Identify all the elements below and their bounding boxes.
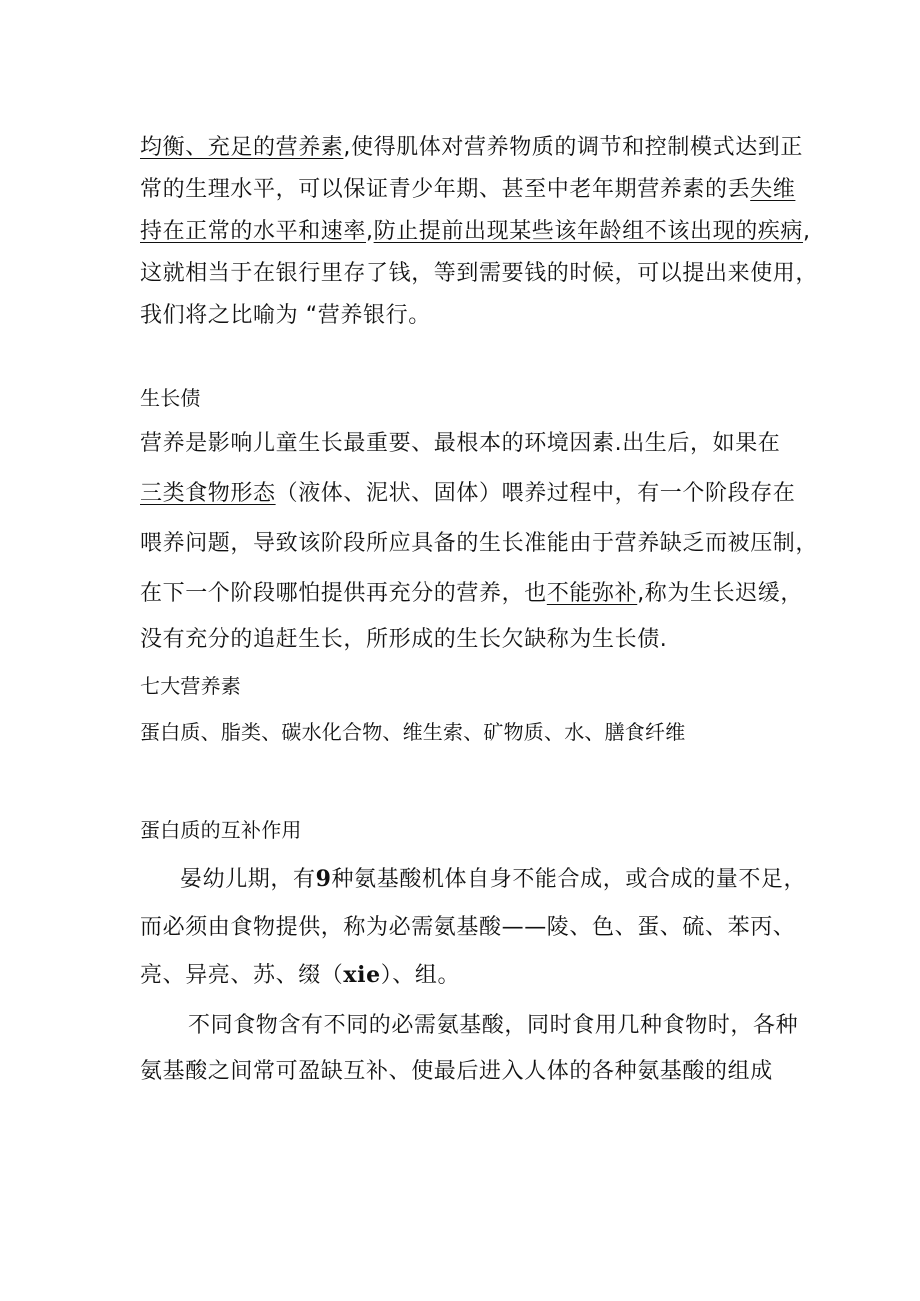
number-run: 9 <box>315 866 332 892</box>
paragraph-line: 不同食物含有不同的必需氨基酸，同时食用几种食物时，各种 <box>188 1013 799 1038</box>
paragraph-line <box>180 862 806 893</box>
paragraph-line: 氨基酸之间常可盈缺互补、使最后进入人体的各种氨基酸的组成 <box>140 1059 773 1084</box>
underlined-phrase: 不能弥补 <box>546 581 638 606</box>
text-run: , <box>803 219 811 244</box>
text-run: 晏幼儿期，有 <box>180 867 316 892</box>
paragraph-line <box>140 476 795 507</box>
section-heading: 蛋白质的互补作用 <box>140 818 302 842</box>
underlined-phrase: 失维 <box>750 177 796 202</box>
paragraph-line <box>140 214 811 245</box>
text-run: ,使得肌体对营养物质的调节和控制模式达到正 <box>343 135 804 160</box>
paragraph-line: 喂养问题，导致该阶段所应具备的生长准能由于营养缺乏而被压制， <box>140 531 819 556</box>
underlined-phrase: 防止提前出现某些该年龄组不该出现的疾病 <box>373 219 804 244</box>
text-run: 种氨基酸机体自身不能合成，或合成的量不足， <box>331 867 807 892</box>
paragraph-line <box>140 130 803 161</box>
paragraph-line: 营养是影响儿童生长最重要、最根本的环境因素.出生后，如果在 <box>140 431 781 456</box>
latin-run: xie <box>343 962 381 988</box>
section-heading: 七大营养素 <box>140 674 241 698</box>
text-run: 常的生理水平，可以保证青少年期、甚至中老年期营养素的丢 <box>140 177 751 202</box>
paragraph-line: 而必须由食物提供，称为必需氨基酸——陵、色、蛋、硫、苯丙、 <box>140 915 796 940</box>
paragraph-line: 蛋白质、脂类、碳水化合物、维生索、矿物质、水、膳食纤维 <box>140 720 686 744</box>
text-run: ）、组。 <box>380 963 461 988</box>
text-run: 在下一个阶段哪怕提供再充分的营养，也 <box>140 581 547 606</box>
text-run: （液体、泥状、固体）喂养过程中，有一个阶段存在 <box>275 481 796 506</box>
paragraph-line: 没有充分的追赶生长，所形成的生长欠缺称为生长债. <box>140 627 668 652</box>
paragraph-line <box>140 958 460 989</box>
underlined-phrase: 均衡、充足的营养素 <box>140 135 344 160</box>
paragraph-line: 我们将之比喻为 “营养银行。 <box>140 303 431 328</box>
paragraph-line <box>140 172 795 203</box>
paragraph-line: 这就相当于在银行里存了钱，等到需要钱的时候，可以提出来使用， <box>140 261 819 286</box>
underlined-phrase: 三类食物形态 <box>140 481 276 506</box>
text-run: 亮、异亮、苏、缀（ <box>140 963 344 988</box>
section-heading: 生长债 <box>140 386 201 410</box>
paragraph-line <box>140 576 803 607</box>
text-run: , <box>366 219 374 244</box>
underlined-phrase: 持在正常的水平和速率 <box>140 219 367 244</box>
text-run: ,称为生长迟缓， <box>637 581 804 606</box>
